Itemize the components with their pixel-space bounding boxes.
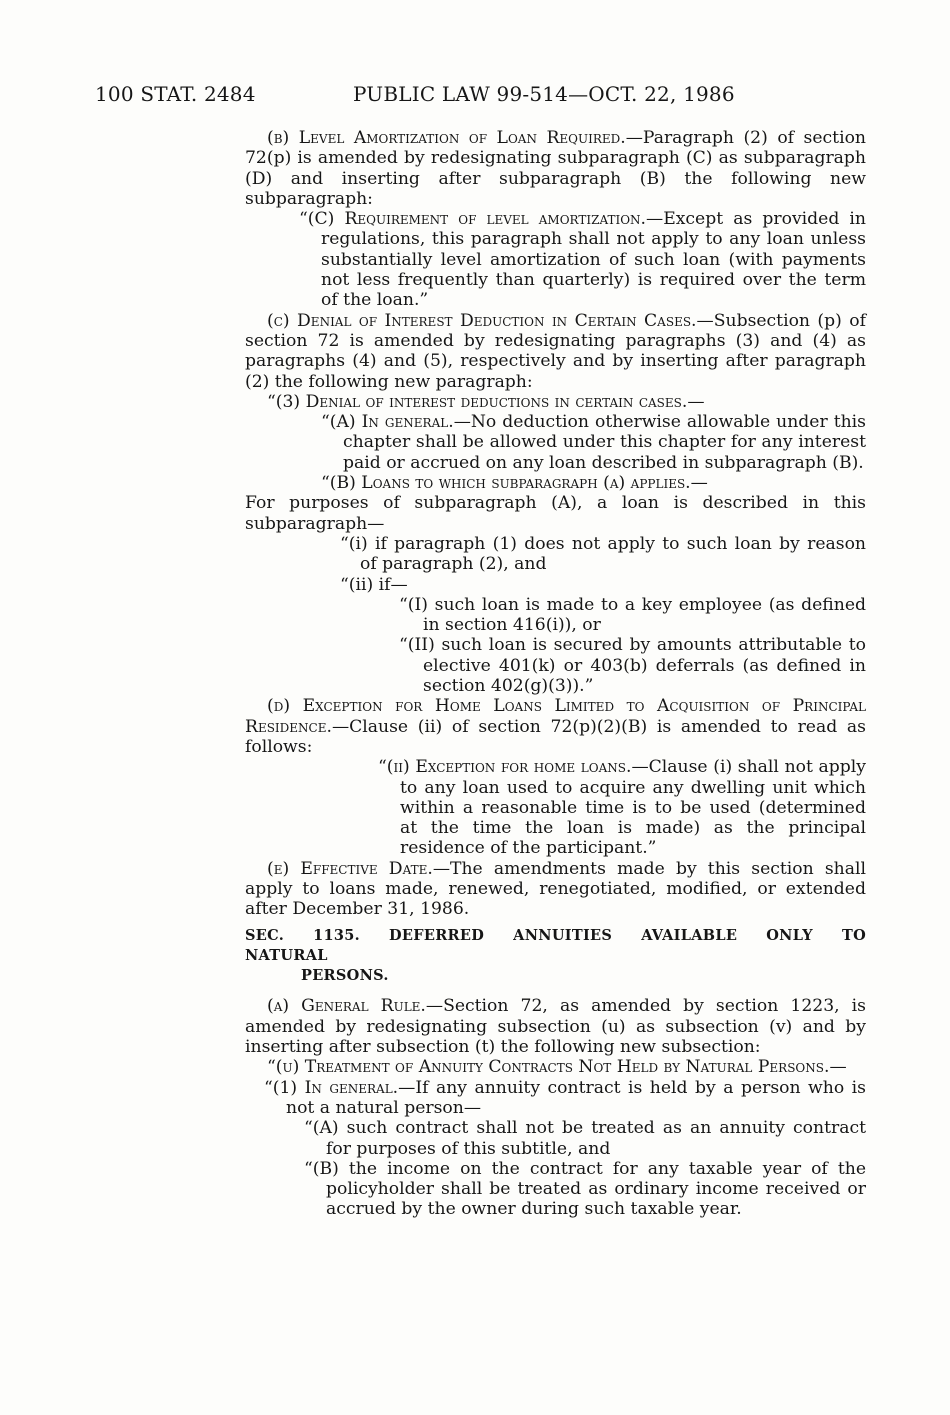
- paragraph-e: [245, 859, 866, 920]
- paragraph-heading: “(A) In general.: [321, 412, 454, 433]
- paragraph-c-3-A: [245, 412, 866, 473]
- paragraph-c-3-B-intro: [245, 493, 866, 534]
- paragraph-text: —: [687, 391, 705, 412]
- paragraph-d-ii: [245, 757, 866, 858]
- paragraph-a-u-1: [245, 1078, 866, 1119]
- paragraph-text: —Section 72, as amended by section 1223, is amended by redesignating subsection (u) as subsection (v) and by inserting after subsection (t) the following new subsection:: [245, 996, 866, 1058]
- paragraph-heading: (c) Denial of Interest Deduction in Certain Cases.: [267, 310, 697, 331]
- paragraph-text: —Subsection (p) of section 72 is amended by redesignating paragraphs (3) and (4) as paragraphs (4) and (5), respectively and by inserting after paragraph (2) the following new paragraph:: [245, 310, 866, 392]
- section-1134-continuation: [245, 128, 866, 920]
- paragraph-a-u-1-B: [245, 1159, 866, 1220]
- paragraph-heading: “(3) Denial of interest deductions in certain cases.: [267, 391, 688, 412]
- paragraph-text: —If any annuity contract is held by a person who is not a natural person—: [286, 1077, 866, 1118]
- section-heading: SEC. 1135. DEFERRED ANNUITIES AVAILABLE ONLY TO NATURAL: [245, 926, 866, 964]
- paragraph-heading: “(u) Treatment of Annuity Contracts Not Held by Natural Persons.: [267, 1057, 830, 1078]
- paragraph-a: [245, 996, 866, 1057]
- paragraph-text: “(A) such contract shall not be treated as an annuity contract for purposes of this subtitle, and: [304, 1118, 866, 1159]
- paragraph-c: [245, 311, 866, 392]
- paragraph-text: —: [690, 473, 708, 494]
- paragraph-text: —No deduction otherwise allowable under this chapter shall be allowed under this chapter for any interest paid or accrued on any loan described in subparagraph (B).: [343, 412, 866, 473]
- section-1135-body: [245, 996, 866, 1219]
- paragraph-text: —Except as provided in regulations, this paragraph shall not apply to any loan unless substantially level amortization of such loan (with payments not less frequently than quarterly) is required over the term of the loan.”: [321, 209, 866, 311]
- stat-citation: 100 STAT. 2484: [95, 82, 256, 106]
- public-law-title: PUBLIC LAW 99-514—OCT. 22, 1986: [353, 82, 735, 106]
- paragraph-heading: (d) Exception for Home Loans Limited to Acquisition of Principal Residence.: [245, 696, 866, 737]
- paragraph-text: “(I) such loan is made to a key employee (as defined in section 416(i)), or: [399, 594, 866, 636]
- paragraph-c-3-B-ii: [245, 575, 866, 595]
- paragraph-c-3-B: [245, 473, 866, 493]
- paragraph-d: [245, 696, 866, 757]
- paragraph-c-3-B-i: [245, 534, 866, 575]
- paragraph-c-3-B-ii-II: [245, 635, 866, 696]
- statute-body: [245, 128, 866, 1220]
- paragraph-a-u: [245, 1057, 866, 1077]
- paragraph-a-u-1-A: [245, 1118, 866, 1159]
- paragraph-text: —Clause (i) shall not apply to any loan used to acquire any dwelling unit which within a reasonable time is to be used (determined at the time the loan is made) as the principal residence of the participant.”: [400, 757, 866, 859]
- paragraph-text: —The amendments made by this section shall apply to loans made, renewed, renegotiated, modified, or extended after December 31, 1986.: [245, 858, 866, 920]
- paragraph-text: —Paragraph (2) of section 72(p) is amended by redesignating subparagraph (C) as subparagraph (D) and inserting after subparagraph (B) the following new subparagraph:: [245, 128, 866, 209]
- paragraph-b-C: [245, 209, 866, 310]
- paragraph-text: “(ii) if—: [340, 574, 408, 595]
- paragraph-heading: (e) Effective Date.: [267, 858, 433, 879]
- paragraph-b: [245, 128, 866, 209]
- paragraph-text: —: [829, 1057, 847, 1078]
- paragraph-heading: “(B) Loans to which subparagraph (a) applies.: [321, 473, 691, 494]
- paragraph-heading: “(1) In general.: [264, 1077, 399, 1098]
- section-heading-continued: PERSONS.: [301, 967, 389, 985]
- paragraph-c-3: [245, 392, 866, 412]
- paragraph-text: “(B) the income on the contract for any taxable year of the policyholder shall be treated as ordinary income received or accrued by the owner during such taxable year.: [304, 1158, 866, 1220]
- paragraph-heading: “(ii) Exception for home loans.: [378, 757, 632, 778]
- paragraph-c-3-B-ii-I: [245, 595, 866, 636]
- paragraph-heading: “(C) Requirement of level amortization.: [299, 209, 646, 230]
- paragraph-text: —Clause (ii) of section 72(p)(2)(B) is amended to read as follows:: [245, 716, 866, 757]
- paragraph-text: “(i) if paragraph (1) does not apply to such loan by reason of paragraph (2), and: [340, 533, 866, 575]
- paragraph-text: “(II) such loan is secured by amounts attributable to elective 401(k) or 403(b) deferrals (as defined in section 402(g)(3)).”: [399, 635, 866, 697]
- paragraph-heading: (a) General Rule.: [267, 996, 426, 1017]
- paragraph-heading: (b) Level Amortization of Loan Required.: [267, 128, 626, 148]
- paragraph-text: For purposes of subparagraph (A), a loan is described in this subparagraph—: [245, 493, 866, 534]
